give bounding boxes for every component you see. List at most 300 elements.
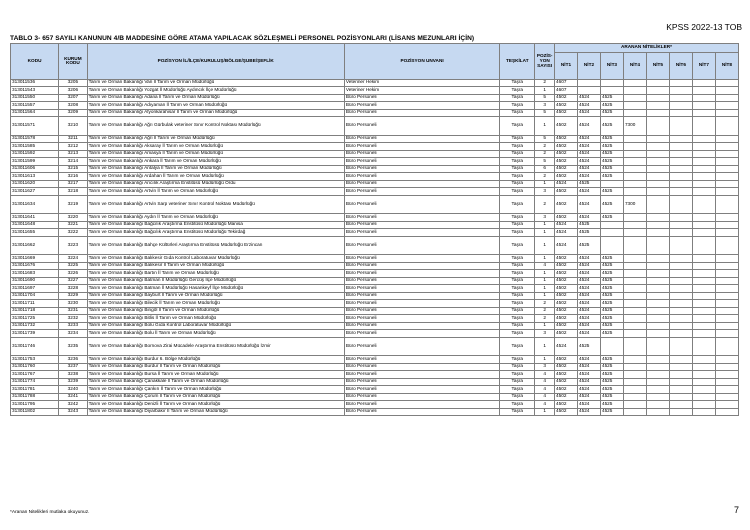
cell-nit7: [692, 180, 715, 188]
cell-nit7: [692, 285, 715, 293]
cell-nit6: [669, 150, 692, 158]
cell-nit7: [692, 262, 715, 270]
cell-nit2: 4525: [577, 236, 600, 255]
document-code: KPSS 2022-13 TOB: [666, 22, 742, 32]
cell-pozisyon-yeri: Tarım ve Orman Bakanlığı Bornova Zirai Mücadele Araştırma Enstitüsü Müdürlüğü İzmir: [87, 337, 344, 356]
cell-teskilat: Taşra: [500, 307, 535, 315]
cell-pozisyon-yeri: Tarım ve Orman Bakanlığı Burdur 6. Bölge Müdürlüğü: [87, 356, 344, 364]
cell-nit6: [669, 363, 692, 371]
table-row: [11, 330, 739, 338]
cell-pozisyon-sayisi: 5: [535, 158, 555, 166]
cell-pozisyon-yeri: Tarım ve Orman Bakanlığı Burdur İl Tarım ve Orman Müdürlüğü: [87, 363, 344, 371]
cell-pozisyon-yeri: Tarım ve Orman Bakanlığı Batman İl Müdürlüğü Hasankeyf İlçe Müdürlüğü: [87, 285, 344, 293]
header-nit7: NİT7: [692, 52, 715, 79]
cell-nit3: [600, 337, 623, 356]
cell-kodu: 313011697: [11, 285, 59, 293]
cell-nit8: [715, 117, 738, 136]
cell-kurum-kodu: 3206: [59, 87, 87, 95]
cell-nit4: [623, 188, 646, 196]
cell-pozisyon-unvani: Veteriner Hekim: [344, 79, 499, 87]
cell-nit2: 4524: [577, 330, 600, 338]
cell-nit2: 4524: [577, 386, 600, 394]
cell-nit7: [692, 386, 715, 394]
cell-teskilat: Taşra: [500, 363, 535, 371]
cell-nit3: 4525: [600, 158, 623, 166]
cell-nit1: 4502: [555, 214, 578, 222]
cell-nit8: [715, 262, 738, 270]
cell-kurum-kodu: 3207: [59, 94, 87, 102]
cell-kurum-kodu: 3224: [59, 255, 87, 263]
cell-nit7: [692, 214, 715, 222]
cell-nit5: [646, 188, 669, 196]
table-row: [11, 158, 739, 166]
cell-kurum-kodu: 3212: [59, 143, 87, 151]
cell-teskilat: Taşra: [500, 270, 535, 278]
cell-pozisyon-yeri: Tarım ve Orman Bakanlığı Bartın İl Tarım ve Orman Müdürlüğü: [87, 270, 344, 278]
table-row: [11, 94, 739, 102]
cell-pozisyon-yeri: Tarım ve Orman Bakanlığı Bolu İl Tarım ve Orman Müdürlüğü: [87, 330, 344, 338]
cell-nit2: 4525: [577, 221, 600, 229]
cell-pozisyon-sayisi: 2: [535, 173, 555, 181]
cell-nit6: [669, 408, 692, 416]
cell-pozisyon-unvani: Büro Personeli: [344, 173, 499, 181]
cell-nit2: 4525: [577, 337, 600, 356]
cell-pozisyon-unvani: Büro Personeli: [344, 158, 499, 166]
cell-pozisyon-sayisi: 1: [535, 292, 555, 300]
cell-nit3: 4525: [600, 356, 623, 364]
cell-teskilat: Taşra: [500, 292, 535, 300]
cell-nit6: [669, 173, 692, 181]
cell-nit8: [715, 330, 738, 338]
cell-kurum-kodu: 3209: [59, 109, 87, 117]
cell-kodu: 313011606: [11, 165, 59, 173]
cell-nit1: 4524: [555, 229, 578, 237]
cell-nit6: [669, 229, 692, 237]
cell-nit6: [669, 195, 692, 214]
cell-nit3: 4525: [600, 94, 623, 102]
cell-kurum-kodu: 3219: [59, 195, 87, 214]
cell-nit3: 4525: [600, 285, 623, 293]
header-nit8: NİT8: [715, 52, 738, 79]
cell-teskilat: Taşra: [500, 94, 535, 102]
header-nit6: NİT6: [669, 52, 692, 79]
cell-nit2: 4524: [577, 255, 600, 263]
cell-nit8: [715, 87, 738, 95]
cell-nit2: 4524: [577, 401, 600, 409]
table-row: [11, 371, 739, 379]
cell-nit7: [692, 221, 715, 229]
cell-pozisyon-yeri: Tarım ve Orman Bakanlığı Aydın İl Tarım ve Orman Müdürlüğü: [87, 214, 344, 222]
header-pozisyon-sayisi: POZİS-YON SAYISI: [535, 44, 555, 80]
table-row: [11, 221, 739, 229]
cell-nit3: 4525: [600, 300, 623, 308]
cell-pozisyon-yeri: Tarım ve Orman Bakanlığı Van İl Tarım ve Orman Müdürlüğü: [87, 79, 344, 87]
cell-kodu: 313011564: [11, 109, 59, 117]
cell-nit5: [646, 270, 669, 278]
cell-nit4: [623, 221, 646, 229]
cell-pozisyon-sayisi: 1: [535, 236, 555, 255]
cell-nit7: [692, 143, 715, 151]
cell-pozisyon-unvani: Büro Personeli: [344, 180, 499, 188]
cell-kodu: 313011774: [11, 378, 59, 386]
cell-nit7: [692, 315, 715, 323]
cell-nit4: [623, 356, 646, 364]
cell-teskilat: Taşra: [500, 262, 535, 270]
header-kurum-kodu: KURUM KODU: [59, 44, 87, 80]
cell-pozisyon-yeri: Tarım ve Orman Bakanlığı Adıyaman İl Tarım ve Orman Müdürlüğü: [87, 102, 344, 110]
cell-nit6: [669, 315, 692, 323]
cell-nit7: [692, 292, 715, 300]
cell-nit6: [669, 300, 692, 308]
cell-nit2: 4524: [577, 292, 600, 300]
cell-nit3: 4525: [600, 262, 623, 270]
cell-nit2: 4524: [577, 322, 600, 330]
cell-kodu: 313011683: [11, 270, 59, 278]
cell-pozisyon-sayisi: 1: [535, 221, 555, 229]
cell-nit7: [692, 87, 715, 95]
cell-teskilat: Taşra: [500, 150, 535, 158]
cell-pozisyon-unvani: Büro Personeli: [344, 188, 499, 196]
cell-nit6: [669, 236, 692, 255]
header-pozisyon-yeri: POZİSYON İL/İLÇE/KURULUŞ/BÖLGE/ŞUBE/ŞEFLİK: [87, 44, 344, 80]
cell-pozisyon-sayisi: 5: [535, 135, 555, 143]
cell-nit8: [715, 188, 738, 196]
page-number: 7: [733, 505, 739, 515]
cell-nit6: [669, 262, 692, 270]
cell-nit8: [715, 322, 738, 330]
cell-nit5: [646, 102, 669, 110]
cell-nit1: 4502: [555, 158, 578, 166]
cell-kodu: 313011620: [11, 180, 59, 188]
cell-nit8: [715, 300, 738, 308]
cell-kurum-kodu: 3208: [59, 102, 87, 110]
cell-pozisyon-sayisi: 4: [535, 262, 555, 270]
cell-nit4: [623, 378, 646, 386]
cell-nit1: 4502: [555, 371, 578, 379]
cell-kodu: 313011648: [11, 221, 59, 229]
cell-pozisyon-sayisi: 4: [535, 371, 555, 379]
cell-pozisyon-yeri: Tarım ve Orman Bakanlığı Balıkesir İl Tarım ve Orman Müdürlüğü: [87, 262, 344, 270]
cell-nit8: [715, 401, 738, 409]
cell-teskilat: Taşra: [500, 117, 535, 136]
table-row: [11, 315, 739, 323]
cell-kurum-kodu: 3218: [59, 188, 87, 196]
cell-nit5: [646, 165, 669, 173]
cell-kurum-kodu: 3220: [59, 214, 87, 222]
cell-pozisyon-sayisi: 1: [535, 337, 555, 356]
cell-pozisyon-yeri: Tarım ve Orman Bakanlığı Diyarbakır İl Tarım ve Orman Müdürlüğü: [87, 408, 344, 416]
cell-nit2: 4524: [577, 214, 600, 222]
cell-pozisyon-sayisi: 4: [535, 393, 555, 401]
cell-nit7: [692, 173, 715, 181]
cell-nit8: [715, 285, 738, 293]
cell-nit4: [623, 214, 646, 222]
cell-teskilat: Taşra: [500, 221, 535, 229]
cell-pozisyon-yeri: Tarım ve Orman Bakanlığı Çorum İl Tarım ve Orman Müdürlüğü: [87, 393, 344, 401]
cell-nit5: [646, 79, 669, 87]
cell-nit5: [646, 143, 669, 151]
table-title: TABLO 3- 657 SAYILI KANUNUN 4/B MADDESİNE GÖRE ATAMA YAPILACAK SÖZLEŞMELİ PERSONEL POZİSYONLARI (LİSANS MEZUNLARI İÇİN): [10, 35, 475, 42]
cell-nit7: [692, 356, 715, 364]
cell-pozisyon-sayisi: 3: [535, 188, 555, 196]
cell-teskilat: Taşra: [500, 214, 535, 222]
cell-nit8: [715, 315, 738, 323]
cell-nit5: [646, 94, 669, 102]
cell-nit6: [669, 214, 692, 222]
cell-nit7: [692, 393, 715, 401]
cell-pozisyon-unvani: Büro Personeli: [344, 109, 499, 117]
cell-pozisyon-yeri: Tarım ve Orman Bakanlığı Adana İl Tarım ve Orman Müdürlüğü: [87, 94, 344, 102]
cell-pozisyon-yeri: Tarım ve Orman Bakanlığı Bolu Gıda Kontrol Laboratuvar Müdürlüğü: [87, 322, 344, 330]
cell-nit2: 4524: [577, 285, 600, 293]
cell-nit8: [715, 94, 738, 102]
cell-nit2: 4525: [577, 180, 600, 188]
table-body: [11, 79, 739, 416]
cell-pozisyon-yeri: Tarım ve Orman Bakanlığı Balıkesir Gıda Kontrol Laboratuvar Müdürlüğü: [87, 255, 344, 263]
cell-teskilat: Taşra: [500, 277, 535, 285]
cell-nit8: [715, 408, 738, 416]
cell-nit8: [715, 229, 738, 237]
cell-nit1: 4502: [555, 315, 578, 323]
cell-nit5: [646, 255, 669, 263]
cell-nit7: [692, 158, 715, 166]
cell-kurum-kodu: 3232: [59, 315, 87, 323]
cell-teskilat: Taşra: [500, 300, 535, 308]
cell-nit1: 4502: [555, 330, 578, 338]
cell-nit7: [692, 150, 715, 158]
cell-teskilat: Taşra: [500, 408, 535, 416]
cell-nit4: [623, 102, 646, 110]
cell-nit5: [646, 173, 669, 181]
cell-nit8: [715, 371, 738, 379]
cell-kurum-kodu: 3215: [59, 165, 87, 173]
cell-pozisyon-sayisi: 1: [535, 270, 555, 278]
cell-pozisyon-unvani: Büro Personeli: [344, 408, 499, 416]
cell-nit1: 4502: [555, 401, 578, 409]
positions-table: [10, 43, 739, 416]
table-row: [11, 277, 739, 285]
cell-nit6: [669, 94, 692, 102]
cell-nit4: [623, 262, 646, 270]
cell-kodu: 313011550: [11, 94, 59, 102]
cell-nit3: 4525: [600, 188, 623, 196]
cell-kurum-kodu: 3221: [59, 221, 87, 229]
cell-nit8: [715, 214, 738, 222]
cell-nit3: [600, 229, 623, 237]
cell-pozisyon-unvani: Büro Personeli: [344, 315, 499, 323]
cell-nit1: 4502: [555, 300, 578, 308]
cell-nit4: [623, 401, 646, 409]
cell-nit4: [623, 158, 646, 166]
table-row: [11, 195, 739, 214]
cell-kodu: 313011676: [11, 262, 59, 270]
cell-nit1: 4502: [555, 270, 578, 278]
cell-pozisyon-unvani: Büro Personeli: [344, 165, 499, 173]
cell-nit8: [715, 255, 738, 263]
cell-pozisyon-sayisi: 3: [535, 102, 555, 110]
cell-pozisyon-unvani: Büro Personeli: [344, 150, 499, 158]
cell-nit6: [669, 378, 692, 386]
cell-teskilat: Taşra: [500, 109, 535, 117]
cell-nit8: [715, 356, 738, 364]
cell-nit1: 4502: [555, 285, 578, 293]
cell-nit5: [646, 180, 669, 188]
cell-nit7: [692, 94, 715, 102]
cell-nit4: [623, 236, 646, 255]
cell-nit1: 4524: [555, 236, 578, 255]
cell-teskilat: Taşra: [500, 188, 535, 196]
cell-nit1: 4502: [555, 363, 578, 371]
cell-nit6: [669, 307, 692, 315]
cell-nit4: [623, 300, 646, 308]
cell-nit5: [646, 300, 669, 308]
cell-nit8: [715, 270, 738, 278]
cell-nit3: [600, 87, 623, 95]
cell-nit2: 4524: [577, 262, 600, 270]
cell-nit2: 4524: [577, 165, 600, 173]
cell-nit3: 4525: [600, 315, 623, 323]
table-row: [11, 401, 739, 409]
cell-pozisyon-yeri: Tarım ve Orman Bakanlığı Arıcılık Araştırma Enstitüsü Müdürlüğü Ordu: [87, 180, 344, 188]
cell-nit7: [692, 165, 715, 173]
cell-nit6: [669, 79, 692, 87]
cell-nit8: [715, 363, 738, 371]
cell-pozisyon-sayisi: 2: [535, 315, 555, 323]
cell-nit1: 4502: [555, 322, 578, 330]
cell-nit5: [646, 87, 669, 95]
cell-nit1: 4502: [555, 165, 578, 173]
cell-pozisyon-sayisi: 2: [535, 195, 555, 214]
cell-teskilat: Taşra: [500, 386, 535, 394]
cell-nit4: 7300: [623, 117, 646, 136]
cell-nit3: 4525: [600, 371, 623, 379]
cell-nit4: [623, 150, 646, 158]
cell-nit7: [692, 188, 715, 196]
cell-nit2: 4524: [577, 109, 600, 117]
cell-nit1: 4502: [555, 378, 578, 386]
footer-note: *Aranan Nitelikleri mutlaka okuyunuz.: [10, 510, 90, 515]
cell-nit2: 4524: [577, 188, 600, 196]
cell-nit1: 4502: [555, 277, 578, 285]
cell-nit7: [692, 277, 715, 285]
table-row: [11, 229, 739, 237]
cell-pozisyon-sayisi: 1: [535, 87, 555, 95]
cell-teskilat: Taşra: [500, 87, 535, 95]
cell-nit6: [669, 255, 692, 263]
cell-kodu: 313011753: [11, 356, 59, 364]
cell-kodu: 313011760: [11, 363, 59, 371]
cell-nit5: [646, 292, 669, 300]
header-kodu: KODU: [11, 44, 59, 80]
cell-nit6: [669, 277, 692, 285]
cell-nit1: 4607: [555, 79, 578, 87]
cell-nit1: 4502: [555, 292, 578, 300]
cell-kurum-kodu: 3243: [59, 408, 87, 416]
cell-nit4: [623, 173, 646, 181]
cell-nit2: 4525: [577, 229, 600, 237]
header-aranan-nitelikler: ARANAN NİTELİKLER*: [555, 44, 739, 53]
cell-pozisyon-unvani: Büro Personeli: [344, 292, 499, 300]
cell-nit8: [715, 180, 738, 188]
cell-kodu: 313011585: [11, 143, 59, 151]
cell-nit1: 4502: [555, 135, 578, 143]
cell-pozisyon-unvani: Büro Personeli: [344, 221, 499, 229]
cell-nit4: [623, 143, 646, 151]
cell-nit7: [692, 195, 715, 214]
header-teskilat: TEŞKİLAT: [500, 44, 535, 80]
cell-pozisyon-unvani: Büro Personeli: [344, 285, 499, 293]
cell-nit7: [692, 79, 715, 87]
cell-nit7: [692, 401, 715, 409]
cell-nit1: 4524: [555, 180, 578, 188]
cell-pozisyon-sayisi: 2: [535, 300, 555, 308]
cell-nit5: [646, 330, 669, 338]
cell-kodu: 313011788: [11, 393, 59, 401]
cell-kodu: 313011578: [11, 135, 59, 143]
cell-pozisyon-unvani: Büro Personeli: [344, 143, 499, 151]
cell-nit7: [692, 322, 715, 330]
table-row: [11, 255, 739, 263]
cell-pozisyon-unvani: Büro Personeli: [344, 300, 499, 308]
cell-pozisyon-yeri: Tarım ve Orman Bakanlığı Bursa İl Tarım ve Orman Müdürlüğü: [87, 371, 344, 379]
table-row: [11, 109, 739, 117]
cell-nit3: 4525: [600, 307, 623, 315]
table-row: [11, 102, 739, 110]
cell-nit1: 4502: [555, 307, 578, 315]
cell-nit4: [623, 330, 646, 338]
cell-kodu: 313011746: [11, 337, 59, 356]
cell-nit2: [577, 87, 600, 95]
cell-pozisyon-sayisi: 1: [535, 180, 555, 188]
header-nit2: NİT2: [577, 52, 600, 79]
cell-nit5: [646, 401, 669, 409]
cell-nit4: [623, 371, 646, 379]
cell-kodu: 313011739: [11, 330, 59, 338]
cell-pozisyon-yeri: Tarım ve Orman Bakanlığı Bağcılık Araştırma Enstitüsü Müdürlüğü Manisa: [87, 221, 344, 229]
table-row: [11, 408, 739, 416]
cell-teskilat: Taşra: [500, 401, 535, 409]
cell-kurum-kodu: 3223: [59, 236, 87, 255]
cell-nit4: [623, 277, 646, 285]
table-row: [11, 393, 739, 401]
cell-teskilat: Taşra: [500, 330, 535, 338]
cell-pozisyon-yeri: Tarım ve Orman Bakanlığı Bitlis İl Tarım ve Orman Müdürlüğü: [87, 315, 344, 323]
table-row: [11, 165, 739, 173]
cell-pozisyon-sayisi: 4: [535, 401, 555, 409]
cell-teskilat: Taşra: [500, 315, 535, 323]
header-nit5: NİT5: [646, 52, 669, 79]
cell-pozisyon-sayisi: 1: [535, 229, 555, 237]
cell-pozisyon-unvani: Büro Personeli: [344, 94, 499, 102]
cell-nit1: 4502: [555, 386, 578, 394]
cell-nit3: 4525: [600, 322, 623, 330]
header-nit4: NİT4: [623, 52, 646, 79]
cell-pozisyon-unvani: Büro Personeli: [344, 195, 499, 214]
cell-pozisyon-unvani: Büro Personeli: [344, 270, 499, 278]
cell-nit3: 4525: [600, 165, 623, 173]
cell-pozisyon-unvani: Büro Personeli: [344, 277, 499, 285]
cell-nit5: [646, 229, 669, 237]
cell-pozisyon-yeri: Tarım ve Orman Bakanlığı Ağrı Gürbulak veteriner Sınır Kontrol Noktası Müdürlüğü: [87, 117, 344, 136]
cell-nit5: [646, 109, 669, 117]
cell-nit7: [692, 236, 715, 255]
cell-nit4: [623, 322, 646, 330]
cell-pozisyon-sayisi: 6: [535, 165, 555, 173]
table-row: [11, 180, 739, 188]
cell-nit7: [692, 330, 715, 338]
cell-nit5: [646, 285, 669, 293]
cell-nit1: 4502: [555, 94, 578, 102]
